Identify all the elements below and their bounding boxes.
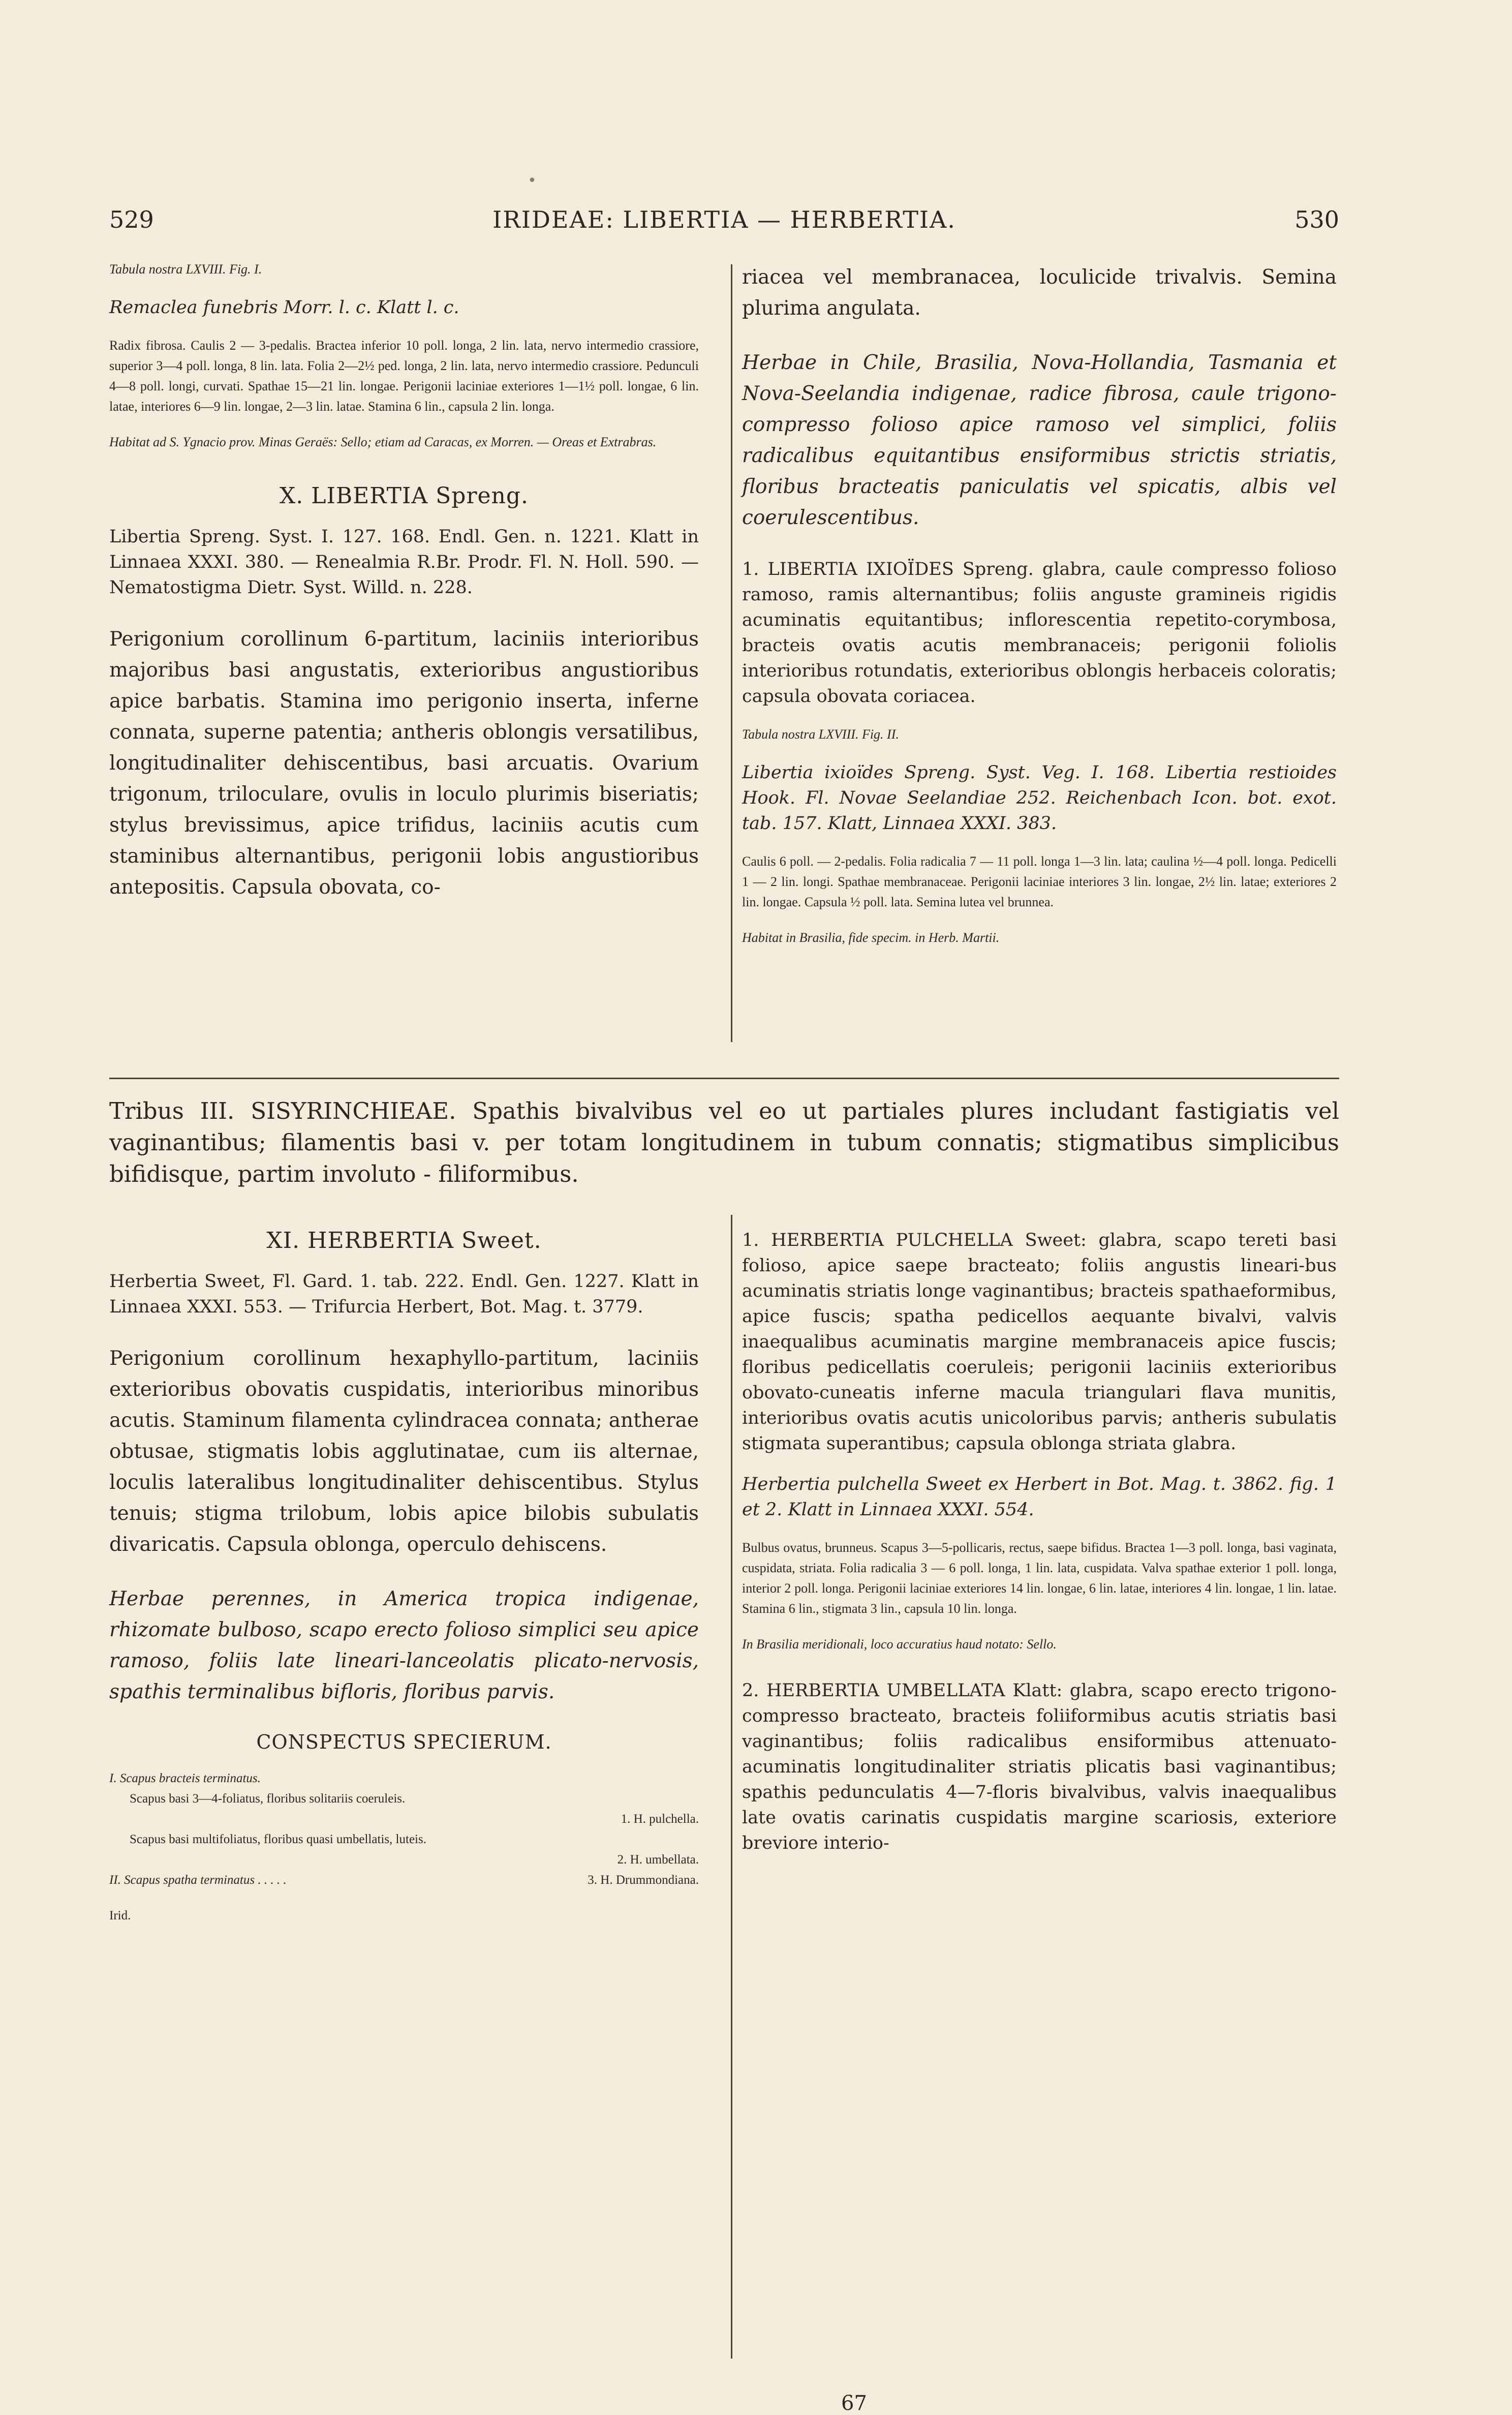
conspectus-heading: CONSPECTUS SPECIERUM. xyxy=(256,1731,552,1753)
key-row: II. Scapus spatha terminatus . . . . . 3. H. Drummondiana. xyxy=(109,1873,699,1887)
running-header xyxy=(109,206,1339,236)
species-habitat: In Brasilia meridionali, loco accuratius haud notato: Sello. xyxy=(742,1637,1057,1652)
left-column-top xyxy=(109,259,699,903)
species-diagnosis: 1. HERBERTIA PULCHELLA Sweet: glabra, scapo tereti basi folioso, apice saepe bracteato; foliis angustis lineari-bus acuminatis striatis longe vaginantibus; bracteis spathaeformibus, apice fuscis; spatha pedicellos aequante bivalvi, valvis inaequalibus acuminatis margine membranaceis apice fuscis; floribus pedicellatis coeruleis; perigonii laciniis exterioribus obovato-cuneatis inferne macula triangulari flava munitis, interioribus ovatis acutis unicoloribus parvis; antheris subulatis stigmata superantibus; capsula oblonga striata glabra. xyxy=(742,1230,1337,1454)
species-diagnosis: 1. LIBERTIA IXIOÏDES Spreng. glabra, caule compresso folioso ramoso, ramis alternantibus; foliis anguste gramineis rigidis acuminatis equitantibus; inflorescentia repetito-corymbosa, bracteis ovatis acutis membranaceis; perigonii foliolis interioribus rotundatis, exterioribus oblongis herbaceis coloratis; capsula obovata coriacea. xyxy=(742,559,1337,707)
genus-synonymy: Libertia Spreng. Syst. I. 127. 168. Endl. Gen. n. 1221. Klatt in Linnaea XXXI. 380. — Renealmia R.Br. Prodr. Fl. N. Holl. 590. — Nematostigma Dietr. Syst. Willd. n. 228. xyxy=(109,527,699,598)
page-number-right: 530 xyxy=(1294,206,1339,233)
key-row: 1. H. pulchella. xyxy=(621,1812,699,1826)
species-description: Bulbus ovatus, brunneus. Scapus 3—5-pollicaris, rectus, saepe bifidus. Bractea 1—3 poll. longa, basi vaginata, cuspidata, striata. Folia radicalia 3 — 6 poll. longa, 1 lin. lata, cuspidata. Valva spathae exterior 1 poll. longa, interior 2 poll. longa. Perigonii laciniae exteriores 14 lin. longae, 6 lin. latae, interiores 4 lin. longae, 1 lin. latae. Stamina 6 lin., stigmata 3 lin., capsula 10 lin. longa. xyxy=(742,1540,1337,1616)
page-mark: • xyxy=(528,172,537,190)
column-divider-bottom xyxy=(731,1215,732,2359)
tribe-description: Tribus III. SISYRINCHIEAE. Spathis bivalvibus vel eo ut partiales plures includant fastigiatis vel vaginantibus; filamentis basi v. per totam longitudinem in tubum connatis; stigmatibus simplicibus bifidisque, partim involuto - filiformibus. xyxy=(109,1097,1339,1187)
genus-heading: XI. HERBERTIA Sweet. xyxy=(266,1228,542,1254)
genus-description: Perigonium corollinum 6-partitum, laciniis interioribus majoribus basi angustatis, exterioribus angustioribus apice barbatis. Stamina imo perigonio inserta, inferne connata, superne patentia; antheris oblongis versatilibus, longitudinaliter dehiscentibus, basi arcuatis. Ovarium trigonum, triloculare, ovulis in loculo plurimis biseriatis; stylus brevissimus, apice trifidus, laciniis acutis cum staminibus alternantibus, perigonii lobis angustioribus antepositis. Capsula obovata, co- xyxy=(109,628,699,899)
genus-habit: Herbae perennes, in America tropica indigenae, rhizomate bulboso, scapo erecto folioso simplici seu apice ramoso, foliis late lineari-lanceolatis plicato-nervosis, spathis terminalibus bifloris, floribus parvis. xyxy=(109,1587,699,1703)
page-number-left: 529 xyxy=(109,206,154,233)
genus-synonymy: Herbertia Sweet, Fl. Gard. 1. tab. 222. Endl. Gen. 1227. Klatt in Linnaea XXXI. 553. — Trifurcia Herbert, Bot. Mag. t. 3779. xyxy=(109,1271,699,1317)
running-title: IRIDEAE: LIBERTIA — HERBERTIA. xyxy=(492,206,956,233)
capsule-continuation: riacea vel membranacea, loculicide trivalvis. Semina plurima angulata. xyxy=(742,266,1337,320)
left-column-bottom xyxy=(109,1228,699,1926)
right-column-bottom xyxy=(742,1228,1337,1856)
genus-heading: X. LIBERTIA Spreng. xyxy=(279,483,529,509)
habitat: Habitat ad S. Ygnacio prov. Minas Geraës: Sello; etiam ad Caracas, ex Morren. — Oreas et Extrabras. xyxy=(109,435,657,449)
species-habitat: Habitat in Brasilia, fide specim. in Herb. Martii. xyxy=(742,930,1000,945)
synonymy: Remaclea funebris Morr. l. c. Klatt l. c. xyxy=(109,297,459,318)
key-row: Scapus basi multifoliatus, floribus quasi umbellatis, luteis. xyxy=(130,1832,426,1846)
tribe-rule xyxy=(109,1078,1339,1079)
species-synonymy: Herbertia pulchella Sweet ex Herbert in Bot. Mag. t. 3862. fig. 1 et 2. Klatt in Linnaea XXXI. 554. xyxy=(742,1474,1337,1520)
conspectus-key xyxy=(109,1768,699,1890)
tabula-reference: Tabula nostra LXVIII. Fig. I. xyxy=(109,262,262,277)
tribe-block xyxy=(109,1095,1339,1190)
description: Radix fibrosa. Caulis 2 — 3-pedalis. Bractea inferior 10 poll. longa, 2 lin. lata, nervo intermedio crassiore, superior 3—4 poll. longa, 8 lin. lata. Folia 2—2½ ped. longa, 2 lin. lata, nervo intermedio crassiore. Pedunculi 4—8 poll. longi, curvati. Spathae 15—21 lin. longae. Perigonii laciniae exteriores 1—1½ poll. longae, 6 lin. latae, interiores 6—9 lin. longae, 2—3 lin. latae. Stamina 6 lin., capsula 2 lin. longa. xyxy=(109,338,699,414)
key-row: Scapus basi 3—4-foliatus, floribus solitariis coeruleis. xyxy=(130,1792,406,1806)
species-synonymy: Libertia ixioïdes Spreng. Syst. Veg. I. 168. Libertia restioides Hook. Fl. Novae Seelandiae 252. Reichenbach Icon. bot. exot. tab. 157. Klatt, Linnaea XXXI. 383. xyxy=(742,762,1337,834)
tabula-reference: Tabula nostra LXVIII. Fig. II. xyxy=(742,727,899,742)
signature-mark: Irid. xyxy=(109,1909,131,1922)
genus-habit: Herbae in Chile, Brasilia, Nova-Hollandia, Tasmania et Nova-Seelandia indigenae, radice fibrosa, caule trigono-compresso folioso apice ramoso vel simplici, foliis radicalibus equitantibus ensiformibus strictis striatis, floribus bracteatis paniculatis vel spicatis, albis vel coerulescentibus. xyxy=(742,351,1337,529)
column-divider-top xyxy=(731,264,732,1042)
genus-description: Perigonium corollinum hexaphyllo-partitum, laciniis exterioribus obovatis cuspidatis, interioribus minoribus acutis. Staminum filamenta cylindracea connata; antherae obtusae, stigmatis lobis agglutinatae, cum iis alternae, loculis lateralibus longitudinaliter dehiscentibus. Stylus tenuis; stigma trilobum, lobis apice bilobis subulatis divaricatis. Capsula oblonga, operculo dehiscens. xyxy=(109,1347,699,1556)
species-description: Caulis 6 poll. — 2-pedalis. Folia radicalia 7 — 11 poll. longa 1—3 lin. lata; caulina ½—4 poll. longa. Pedicelli 1 — 2 lin. longi. Spathae membranaceae. Perigonii laciniae interiores 3 lin. longae, 2½ lin. latae; exteriores 2 lin. longae. Capsula ½ poll. lata. Semina lutea vel brunnea. xyxy=(742,854,1337,909)
key-row: 2. H. umbellata. xyxy=(617,1853,699,1867)
key-row: I. Scapus bracteis terminatus. xyxy=(109,1771,261,1785)
sheet-number: 67 xyxy=(841,2392,867,2415)
right-column-top xyxy=(742,262,1337,948)
species-diagnosis-2: 2. HERBERTIA UMBELLATA Klatt: glabra, scapo erecto trigono-compresso bracteato, bracteis foliiformibus acutis striatis basi vaginantibus; foliis radicalibus ensiformibus attenuato-acuminatis longitudinaliter striatis plicatis basi vaginantibus; spathis pedunculatis 4—7-floris bivalvibus, valvis inaequalibus late ovatis carinatis cuspidatis margine scariosis, exteriore breviore interio- xyxy=(742,1680,1337,1853)
